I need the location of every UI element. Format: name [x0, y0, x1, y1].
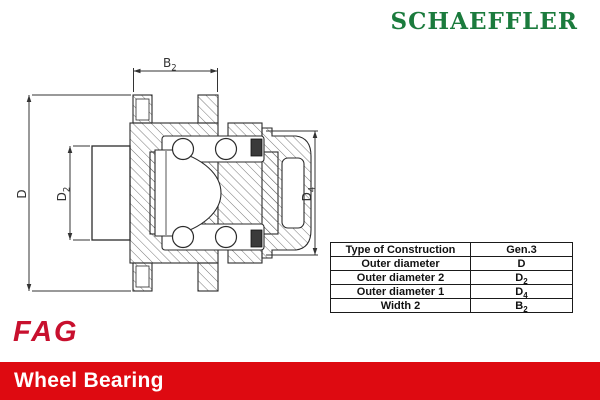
spec-label: Type of Construction — [331, 243, 471, 257]
spec-label: Outer diameter 2 — [331, 271, 471, 285]
hub-pilot — [92, 146, 130, 240]
table-row — [331, 299, 573, 313]
dim-label-D2: $D_2$ — [55, 186, 73, 202]
spec-value: Gen.3 — [471, 243, 573, 257]
wheel-stud — [198, 95, 218, 123]
spec-label: Outer diameter — [331, 257, 471, 271]
spec-value: $D_4$ — [471, 285, 573, 299]
footer-banner — [0, 362, 600, 400]
dim-label-D4: $D_4$ — [300, 186, 318, 202]
spec-value: D — [471, 257, 573, 271]
table-row — [331, 285, 573, 299]
spec-table — [330, 242, 573, 313]
technical-drawing — [0, 45, 340, 305]
fag-logo: FAG — [13, 316, 79, 348]
table-row — [331, 271, 573, 285]
table-row — [331, 257, 573, 271]
spec-label: Outer diameter 1 — [331, 285, 471, 299]
schaeffler-logo: SCHAEFFLER — [390, 8, 578, 35]
dim-label-D: D — [15, 189, 29, 199]
wheel-bearing-cross-section — [0, 45, 340, 305]
spec-label: Width 2 — [331, 299, 471, 313]
wheel-stud — [198, 263, 218, 291]
dim-label-B2: $B_2$ — [163, 56, 177, 74]
page-title: Wheel Bearing — [14, 369, 164, 392]
table-row — [331, 243, 573, 257]
spec-value: $B_2$ — [471, 299, 573, 313]
spec-value: $D_2$ — [471, 271, 573, 285]
